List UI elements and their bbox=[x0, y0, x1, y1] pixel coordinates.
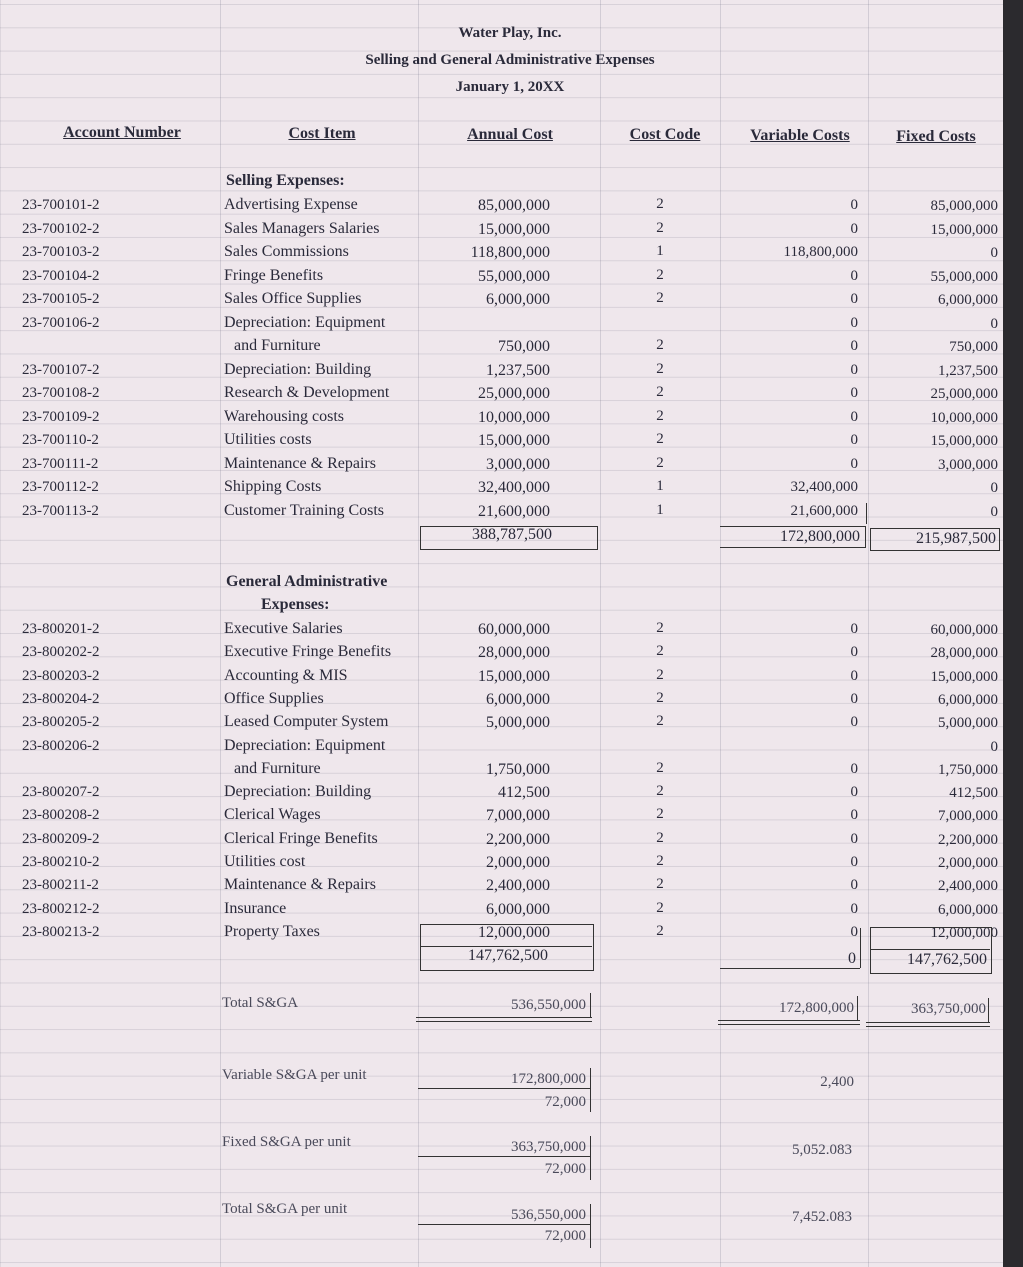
account-number-cell: 23-700111-2 bbox=[22, 455, 99, 472]
cost-item-cell: Research & Development bbox=[224, 384, 390, 401]
total-sga-annual: 536,550,000 bbox=[511, 997, 586, 1013]
account-number-cell: 23-700113-2 bbox=[22, 502, 99, 519]
column-divider bbox=[868, 0, 869, 1267]
variable-cost-cell: 0 bbox=[850, 197, 858, 213]
cost-item-cell: Clerical Fringe Benefits bbox=[224, 829, 378, 847]
cost-code-cell: 1 bbox=[656, 478, 664, 494]
selling-heading: Selling Expenses: bbox=[226, 172, 345, 189]
variable-per-unit-label: Variable S&GA per unit bbox=[222, 1067, 367, 1083]
cost-code-cell: 2 bbox=[656, 337, 664, 353]
fixed-cost-cell: 60,000,000 bbox=[930, 622, 998, 638]
underline bbox=[870, 949, 990, 950]
fixed-cost-cell: 2,000,000 bbox=[938, 855, 998, 871]
total-per-unit-numerator: 536,550,000 bbox=[511, 1207, 586, 1223]
fixed-per-unit-label: Fixed S&GA per unit bbox=[222, 1134, 351, 1150]
fixed-cost-cell: 750,000 bbox=[949, 339, 998, 355]
annual-cost-cell: 12,000,000 bbox=[478, 923, 550, 941]
cost-item-cell: Depreciation: Building bbox=[224, 783, 372, 801]
cell-border bbox=[860, 928, 861, 968]
fixed-cost-cell: 1,237,500 bbox=[938, 362, 998, 379]
cost-code-cell: 2 bbox=[656, 899, 664, 916]
fixed-cost-cell: 0 bbox=[990, 738, 998, 755]
account-number-cell: 23-800206-2 bbox=[22, 737, 100, 754]
fixed-cost-cell: 28,000,000 bbox=[930, 645, 998, 662]
fixed-cost-cell: 15,000,000 bbox=[930, 221, 998, 238]
cost-item-cell: Depreciation: Building bbox=[224, 360, 372, 378]
fixed-cost-cell: 0 bbox=[990, 245, 998, 261]
variable-cost-cell: 0 bbox=[850, 923, 858, 940]
account-number-cell: 23-800212-2 bbox=[22, 900, 100, 917]
account-number-cell: 23-800207-2 bbox=[22, 784, 100, 801]
cell-border bbox=[590, 1204, 591, 1248]
variable-cost-cell: 32,400,000 bbox=[790, 479, 858, 495]
fixed-per-unit-numerator: 363,750,000 bbox=[511, 1139, 586, 1155]
cost-item-cell: Accounting & MIS bbox=[224, 666, 348, 684]
cost-code-cell: 2 bbox=[656, 407, 664, 424]
cost-code-cell: 2 bbox=[656, 922, 664, 939]
annual-cost-cell: 28,000,000 bbox=[478, 644, 550, 662]
annual-cost-cell: 1,237,500 bbox=[486, 361, 550, 379]
cost-code-cell: 2 bbox=[656, 643, 664, 660]
annual-cost-cell: 55,000,000 bbox=[478, 267, 550, 285]
fixed-cost-cell: 1,750,000 bbox=[938, 761, 998, 778]
column-divider bbox=[600, 0, 601, 1267]
account-number-cell: 23-800204-2 bbox=[22, 690, 100, 707]
variable-cost-cell: 0 bbox=[850, 267, 858, 284]
fraction-line bbox=[418, 1088, 590, 1089]
fixed-cost-cell: 6,000,000 bbox=[938, 901, 998, 918]
account-number-cell: 23-700105-2 bbox=[22, 291, 100, 307]
variable-cost-cell: 0 bbox=[850, 220, 858, 237]
variable-per-unit-result: 2,400 bbox=[820, 1074, 854, 1090]
account-number-cell: 23-700103-2 bbox=[22, 244, 100, 260]
total-per-unit-label: Total S&GA per unit bbox=[222, 1201, 348, 1217]
total-sga-fixed: 363,750,000 bbox=[911, 1001, 986, 1017]
cost-code-cell: 2 bbox=[656, 713, 664, 730]
cost-code-cell: 2 bbox=[656, 219, 664, 236]
cost-code-cell: 2 bbox=[656, 196, 664, 212]
double-underline bbox=[866, 1022, 990, 1027]
cost-item-cell: Warehousing costs bbox=[224, 407, 345, 425]
variable-cost-cell: 0 bbox=[850, 314, 858, 331]
variable-cost-cell: 0 bbox=[850, 900, 858, 917]
cost-item-cell: and Furniture bbox=[234, 337, 321, 354]
cost-item-cell: Advertising Expense bbox=[224, 196, 358, 213]
variable-cost-cell: 118,800,000 bbox=[783, 244, 858, 260]
cost-item-cell: Maintenance & Repairs bbox=[224, 454, 376, 472]
account-number-cell: 23-800211-2 bbox=[22, 877, 99, 894]
variable-cost-cell: 0 bbox=[850, 432, 858, 448]
fixed-cost-cell: 55,000,000 bbox=[930, 268, 998, 285]
fixed-cost-cell: 5,000,000 bbox=[938, 715, 998, 732]
column-divider bbox=[220, 0, 221, 1267]
cost-code-cell: 1 bbox=[656, 501, 664, 518]
annual-cost-cell: 5,000,000 bbox=[486, 714, 550, 732]
annual-cost-cell: 118,800,000 bbox=[470, 244, 550, 261]
cost-code-cell: 2 bbox=[656, 290, 664, 306]
fixed-cost-cell: 3,000,000 bbox=[938, 456, 998, 473]
cost-item-cell: Fringe Benefits bbox=[224, 266, 324, 284]
variable-cost-cell: 0 bbox=[850, 760, 858, 777]
cell-border bbox=[590, 1068, 591, 1112]
annual-cost-cell: 6,000,000 bbox=[486, 900, 550, 918]
variable-per-unit-denominator: 72,000 bbox=[544, 1094, 586, 1110]
cost-item-cell: Utilities costs bbox=[224, 431, 312, 448]
annual-cost-cell: 6,000,000 bbox=[486, 291, 550, 308]
annual-cost-cell: 60,000,000 bbox=[478, 621, 550, 638]
annual-cost-cell: 7,000,000 bbox=[486, 807, 550, 825]
account-number-cell: 23-800208-2 bbox=[22, 807, 100, 824]
fraction-line bbox=[418, 1224, 590, 1225]
selling-total-annual: 388,787,500 bbox=[472, 526, 552, 543]
general-heading-line1: General Administrative bbox=[226, 573, 388, 590]
annual-cost-cell: 15,000,000 bbox=[478, 220, 550, 238]
account-number-cell: 23-700110-2 bbox=[22, 432, 99, 448]
cost-code-cell: 2 bbox=[656, 666, 664, 683]
cost-code-cell: 1 bbox=[656, 243, 664, 259]
fixed-cost-cell: 0 bbox=[990, 503, 998, 520]
account-number-cell: 23-700106-2 bbox=[22, 314, 100, 331]
variable-cost-cell: 0 bbox=[850, 830, 858, 847]
cost-item-cell: Shipping Costs bbox=[224, 478, 322, 495]
header-variable-costs: Variable Costs bbox=[750, 127, 850, 144]
fixed-cost-cell: 0 bbox=[990, 315, 998, 332]
annual-cost-cell: 750,000 bbox=[498, 338, 550, 355]
cost-item-cell: Office Supplies bbox=[224, 689, 324, 707]
cell-border bbox=[590, 993, 591, 1017]
account-number-cell: 23-700107-2 bbox=[22, 361, 100, 378]
variable-cost-cell: 0 bbox=[850, 877, 858, 894]
cost-item-cell: Sales Office Supplies bbox=[224, 290, 362, 307]
total-per-unit-result: 7,452.083 bbox=[792, 1209, 852, 1225]
cost-code-cell: 2 bbox=[656, 689, 664, 706]
cost-item-cell: Depreciation: Equipment bbox=[224, 313, 386, 331]
general-heading-line2: Expenses: bbox=[261, 596, 330, 613]
fixed-cost-cell: 6,000,000 bbox=[938, 691, 998, 708]
account-number-cell: 23-800201-2 bbox=[22, 621, 100, 637]
account-number-cell: 23-800205-2 bbox=[22, 714, 100, 731]
account-number-cell: 23-800202-2 bbox=[22, 644, 100, 661]
annual-cost-cell: 32,400,000 bbox=[478, 479, 550, 496]
fixed-cost-cell: 2,200,000 bbox=[938, 831, 998, 848]
fixed-cost-cell: 15,000,000 bbox=[930, 433, 998, 449]
selling-total-variable: 172,800,000 bbox=[780, 528, 860, 545]
variable-cost-cell: 0 bbox=[850, 667, 858, 684]
cost-item-cell: Insurance bbox=[224, 899, 287, 917]
account-number-cell: 23-800209-2 bbox=[22, 830, 100, 847]
fixed-per-unit-denominator: 72,000 bbox=[544, 1161, 586, 1177]
header-cost-item: Cost Item bbox=[288, 125, 356, 142]
annual-cost-cell: 21,600,000 bbox=[478, 502, 550, 520]
cell-border bbox=[857, 996, 858, 1020]
cost-code-cell: 2 bbox=[656, 431, 664, 447]
cell-border bbox=[865, 526, 866, 547]
variable-cost-cell: 0 bbox=[850, 854, 858, 870]
header-fixed-costs: Fixed Costs bbox=[896, 128, 976, 145]
fraction-line bbox=[418, 1156, 590, 1157]
cost-code-cell: 2 bbox=[656, 876, 664, 893]
annual-cost-cell: 10,000,000 bbox=[478, 408, 550, 426]
cost-item-cell: and Furniture bbox=[234, 759, 321, 777]
annual-cost-cell: 412,500 bbox=[498, 784, 550, 802]
variable-per-unit-numerator: 172,800,000 bbox=[511, 1071, 586, 1087]
annual-cost-cell: 25,000,000 bbox=[478, 385, 550, 402]
fixed-per-unit-result: 5,052.083 bbox=[792, 1142, 852, 1158]
cell-border bbox=[988, 998, 989, 1022]
variable-cost-cell: 0 bbox=[850, 338, 858, 354]
annual-cost-cell: 15,000,000 bbox=[478, 432, 550, 449]
company-name: Water Play, Inc. bbox=[458, 25, 562, 41]
underline bbox=[720, 968, 860, 969]
cost-code-cell: 2 bbox=[656, 853, 664, 869]
annual-cost-cell: 2,200,000 bbox=[486, 830, 550, 848]
general-total-annual: 147,762,500 bbox=[468, 947, 548, 964]
total-per-unit-denominator: 72,000 bbox=[544, 1228, 586, 1244]
report-title: Selling and General Administrative Expenses bbox=[365, 52, 655, 68]
fixed-cost-cell: 15,000,000 bbox=[930, 668, 998, 685]
general-total-variable: 0 bbox=[848, 950, 856, 967]
variable-cost-cell: 0 bbox=[850, 621, 858, 637]
variable-cost-cell: 0 bbox=[850, 690, 858, 707]
cost-code-cell: 2 bbox=[656, 454, 664, 471]
fixed-cost-cell: 25,000,000 bbox=[930, 386, 998, 402]
header-annual-cost: Annual Cost bbox=[467, 126, 553, 143]
account-number-cell: 23-800203-2 bbox=[22, 667, 100, 684]
fixed-cost-cell: 10,000,000 bbox=[930, 409, 998, 426]
variable-cost-cell: 21,600,000 bbox=[790, 502, 858, 519]
cost-code-cell: 2 bbox=[656, 620, 664, 636]
cost-item-cell: Sales Commissions bbox=[224, 243, 349, 260]
cost-item-cell: Depreciation: Equipment bbox=[224, 736, 386, 754]
cost-item-cell: Customer Training Costs bbox=[224, 501, 385, 519]
variable-cost-cell: 0 bbox=[850, 455, 858, 472]
cost-code-cell: 2 bbox=[656, 829, 664, 846]
total-sga-label: Total S&GA bbox=[222, 995, 299, 1011]
report-date: January 1, 20XX bbox=[455, 79, 565, 95]
column-divider bbox=[418, 0, 419, 1267]
cost-item-cell: Property Taxes bbox=[224, 922, 320, 940]
variable-cost-cell: 0 bbox=[850, 784, 858, 801]
fixed-cost-cell: 85,000,000 bbox=[930, 198, 998, 214]
cost-item-cell: Leased Computer System bbox=[224, 713, 389, 731]
fixed-cost-cell: 6,000,000 bbox=[938, 292, 998, 308]
annual-cost-cell: 2,400,000 bbox=[486, 877, 550, 895]
annual-cost-cell: 15,000,000 bbox=[478, 667, 550, 685]
fixed-cost-cell: 7,000,000 bbox=[938, 808, 998, 825]
annual-cost-cell: 2,000,000 bbox=[486, 854, 550, 871]
general-total-fixed: 147,762,500 bbox=[907, 951, 987, 968]
account-number-cell: 23-700101-2 bbox=[22, 197, 100, 213]
header-cost-code: Cost Code bbox=[629, 126, 701, 143]
variable-cost-cell: 0 bbox=[850, 291, 858, 307]
variable-cost-cell: 0 bbox=[850, 807, 858, 824]
fixed-cost-cell: 2,400,000 bbox=[938, 878, 998, 895]
total-sga-variable: 172,800,000 bbox=[779, 1000, 854, 1016]
cost-code-cell: 2 bbox=[656, 360, 664, 377]
variable-cost-cell: 0 bbox=[850, 644, 858, 661]
annual-cost-cell: 85,000,000 bbox=[478, 197, 550, 214]
account-number-cell: 23-700109-2 bbox=[22, 408, 100, 425]
account-number-cell: 23-700108-2 bbox=[22, 385, 100, 401]
variable-cost-cell: 0 bbox=[850, 714, 858, 731]
cost-code-cell: 2 bbox=[656, 384, 664, 400]
cost-code-cell: 2 bbox=[656, 266, 664, 283]
annual-cost-cell: 6,000,000 bbox=[486, 690, 550, 708]
cost-code-cell: 2 bbox=[656, 783, 664, 800]
annual-cost-cell: 3,000,000 bbox=[486, 455, 550, 473]
annual-cost-cell: 1,750,000 bbox=[486, 760, 550, 778]
cost-item-cell: Maintenance & Repairs bbox=[224, 876, 376, 894]
fixed-cost-cell: 412,500 bbox=[949, 785, 998, 802]
cost-item-cell: Executive Salaries bbox=[224, 620, 343, 637]
underline bbox=[720, 547, 866, 548]
cost-item-cell: Sales Managers Salaries bbox=[224, 219, 380, 237]
variable-cost-cell: 0 bbox=[850, 408, 858, 425]
cost-code-cell: 2 bbox=[656, 806, 664, 823]
cost-item-cell: Clerical Wages bbox=[224, 806, 321, 824]
underline bbox=[720, 526, 866, 527]
selling-total-fixed: 215,987,500 bbox=[916, 530, 996, 547]
cost-code-cell: 2 bbox=[656, 759, 664, 776]
account-number-cell: 23-800213-2 bbox=[22, 923, 100, 940]
cost-item-cell: Utilities cost bbox=[224, 853, 306, 870]
double-underline bbox=[416, 1017, 592, 1022]
cell-border bbox=[590, 1136, 591, 1180]
fixed-cost-cell: 0 bbox=[990, 480, 998, 496]
account-number-cell: 23-700112-2 bbox=[22, 479, 99, 495]
cost-item-cell: Executive Fringe Benefits bbox=[224, 643, 392, 661]
variable-cost-cell: 0 bbox=[850, 385, 858, 401]
account-number-cell: 23-700102-2 bbox=[22, 220, 100, 237]
double-underline bbox=[718, 1020, 860, 1025]
account-number-cell: 23-700104-2 bbox=[22, 267, 100, 284]
fixed-cost-cell: 12,000,000 bbox=[930, 924, 998, 941]
variable-cost-cell: 0 bbox=[850, 361, 858, 378]
account-number-cell: 23-800210-2 bbox=[22, 854, 100, 870]
header-account-number: Account Number bbox=[63, 124, 181, 141]
